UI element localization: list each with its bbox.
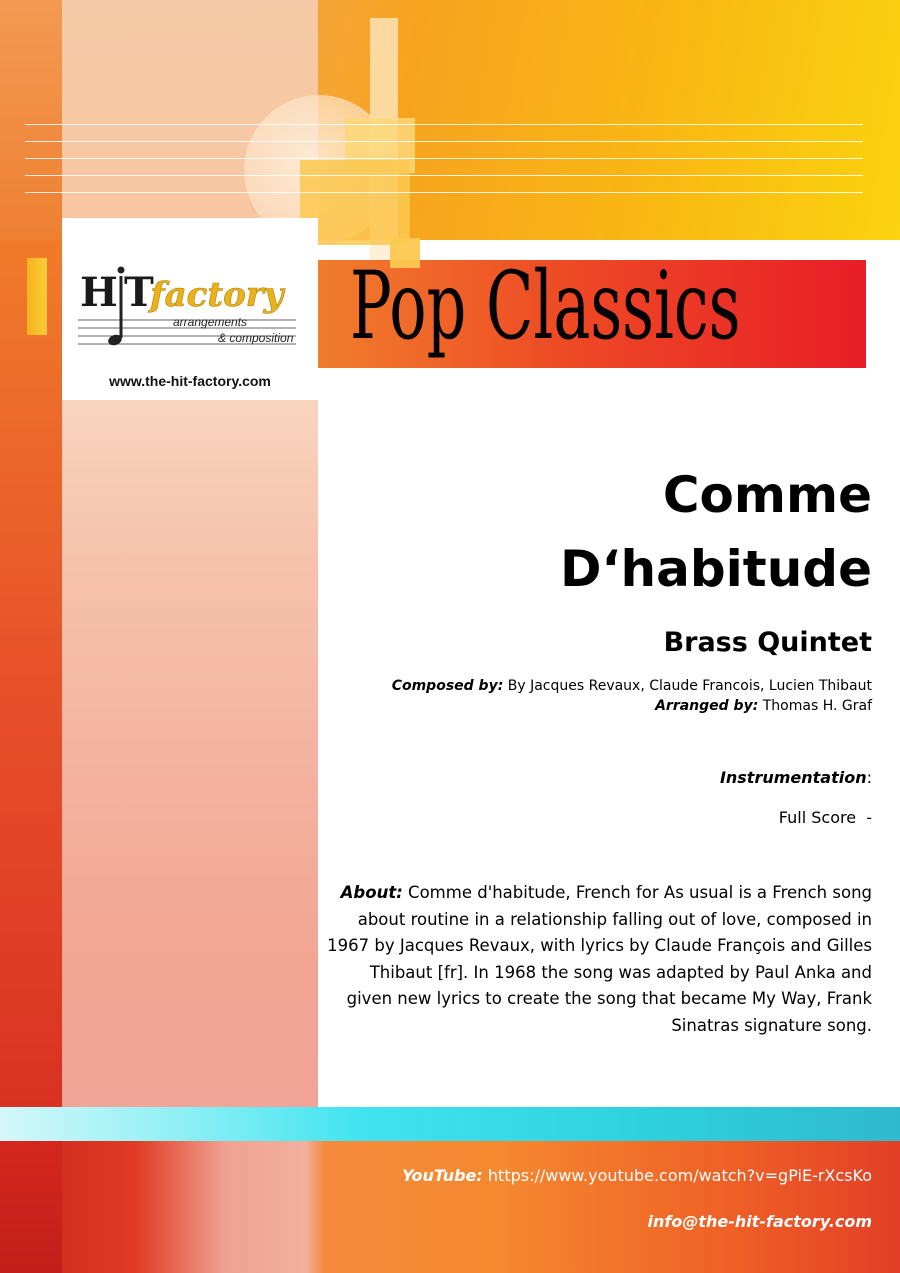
staff-line xyxy=(25,158,863,159)
youtube-url[interactable]: https://www.youtube.com/watch?v=gPiE-rXcsKo xyxy=(482,1166,872,1185)
composer-value: By Jacques Revaux, Claude Francois, Lucien Thibaut xyxy=(503,678,872,694)
staff-line xyxy=(25,124,863,125)
youtube-link[interactable] xyxy=(402,1166,872,1185)
footer-left-edge xyxy=(0,1141,62,1273)
instrumentation-colon: : xyxy=(866,768,872,787)
email-link[interactable]: info@the-hit-factory.com xyxy=(647,1212,872,1231)
cyan-divider-band xyxy=(0,1107,900,1141)
instrumentation-heading xyxy=(720,768,872,787)
composer-credit xyxy=(392,678,872,694)
staff-line xyxy=(25,175,863,176)
hit-factory-logo xyxy=(78,262,303,352)
youtube-label: YouTube: xyxy=(401,1166,483,1185)
song-title xyxy=(560,458,872,606)
logo-tagline-2: & composition xyxy=(218,331,294,345)
website-url[interactable]: www.the-hit-factory.com xyxy=(109,373,271,389)
series-title: Pop Classics xyxy=(350,252,741,361)
logo-tagline-1: arrangements xyxy=(173,315,248,329)
instrumentation-value: Full Score - xyxy=(778,808,872,827)
logo-accent-bar xyxy=(27,258,47,335)
logo-letter-h: H xyxy=(80,269,118,316)
header-left-edge xyxy=(0,0,62,240)
about-label: About: xyxy=(340,883,403,902)
logo-factory-script: factory xyxy=(150,275,284,315)
arranger-credit xyxy=(655,698,872,714)
about-text: Comme d'habitude, French for As usual is a French song about routine in a relationship falling out of love, composed in 1967 by Jacques Revaux, with lyrics by Claude François and Gilles Thibaut [fr]. In 1968 the song was adapted by Paul Anka and given new lyrics to create the song that became My Way, Frank Sinatras signature song. xyxy=(327,883,872,1035)
arranger-label: Arranged by: xyxy=(655,698,759,714)
about-paragraph xyxy=(327,880,872,1039)
ensemble-label: Brass Quintet xyxy=(663,627,872,658)
instrumentation-label: Instrumentation xyxy=(719,768,867,787)
song-title-line-2: D‘habitude xyxy=(560,540,872,598)
staff-line xyxy=(25,192,863,193)
footer-band xyxy=(0,1141,900,1273)
arranger-value: Thomas H. Graf xyxy=(758,698,872,714)
song-title-line-1: Comme xyxy=(662,466,872,524)
staff-line xyxy=(25,141,863,142)
logo-letter-t: T xyxy=(124,269,154,316)
composer-label: Composed by: xyxy=(391,678,504,694)
